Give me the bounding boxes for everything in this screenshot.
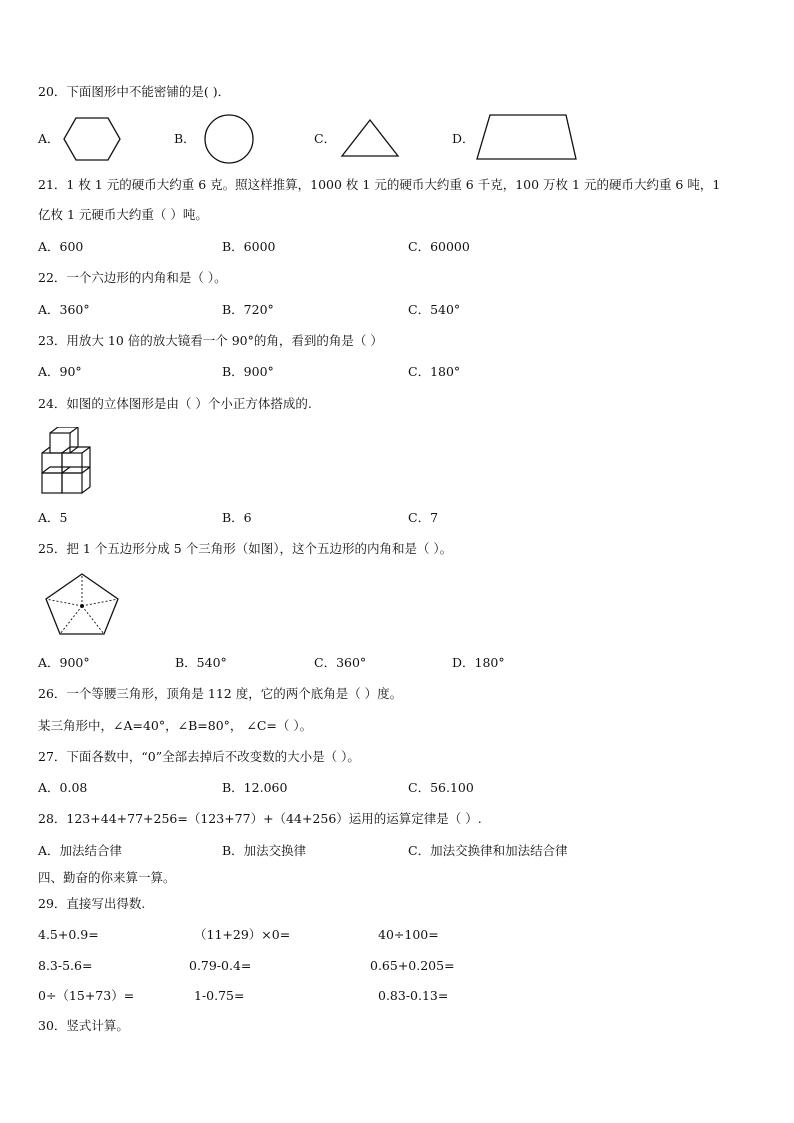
q24-option-c: C．7: [408, 510, 439, 525]
q29-cell: 0.83-0.13=: [378, 988, 449, 1003]
q25-option-a: A．900°: [38, 655, 90, 670]
q20-option-a-label: A．: [38, 131, 60, 146]
q20-option-b-label: B．: [174, 131, 196, 146]
q29-cell: 4.5+0.9=: [38, 927, 99, 942]
q24-option-a: A．5: [38, 510, 68, 525]
q20-option-c-label: C．: [314, 131, 337, 146]
q20-stem: 20．下面图形中不能密铺的是( )．: [38, 84, 231, 99]
q28-option-a: A．加法结合律: [38, 843, 123, 858]
q29-cell: 40÷100=: [378, 927, 439, 942]
section4-heading: 四、勤奋的你来算一算。: [38, 870, 176, 885]
pentagon-figure: [44, 572, 120, 636]
q27-option-b: B．12.060: [222, 780, 288, 795]
q26-stem: 26．一个等腰三角形，顶角是 112 度，它的两个底角是（ ）度。: [38, 686, 403, 701]
q28-option-c: C．加法交换律和加法结合律: [408, 843, 568, 858]
q29-cell: 8.3-5.6=: [38, 958, 93, 973]
q25-option-d: D．180°: [452, 655, 505, 670]
q21-stem-line2: 亿枚 1 元硬币大约重（ ）吨。: [38, 207, 208, 222]
q23-option-c: C．180°: [408, 364, 461, 379]
q28-stem: 28．123+44+77+256=（123+77）+（44+256）运用的运算定律是（ ）.: [38, 811, 482, 826]
q29-cell: 0.79-0.4=: [189, 958, 252, 973]
q30-stem: 30．竖式计算。: [38, 1018, 129, 1033]
q21-stem-line1: 21．1 枚 1 元的硬币大约重 6 克。照这样推算，1000 枚 1 元的硬币大约重 6 千克，100 万枚 1 元的硬币大约重 6 吨，1: [38, 177, 721, 192]
q27-option-c: C．56.100: [408, 780, 474, 795]
q29-cell: 1-0.75=: [194, 988, 245, 1003]
q27-option-a: A．0.08: [38, 780, 88, 795]
q23-option-b: B．900°: [222, 364, 274, 379]
q25-option-c: C．360°: [314, 655, 367, 670]
q23-option-a: A．90°: [38, 364, 82, 379]
q28-option-b: B．加法交换律: [222, 843, 307, 858]
q20-option-d-label: D．: [452, 131, 475, 146]
q22-option-b: B．720°: [222, 302, 274, 317]
q21-option-b: B．6000: [222, 239, 276, 254]
trapezoid-icon: [474, 112, 580, 162]
q29-cell: （11+29）×0=: [194, 927, 291, 942]
q29-stem: 29．直接写出得数.: [38, 896, 146, 911]
q21-option-c: C．60000: [408, 239, 470, 254]
circle-icon: [203, 113, 255, 165]
q25-option-b: B．540°: [175, 655, 227, 670]
stacked-cubes-figure: [40, 427, 94, 495]
hexagon-icon: [62, 116, 122, 162]
q22-stem: 22．一个六边形的内角和是（ ）。: [38, 270, 227, 285]
q22-option-a: A．360°: [38, 302, 90, 317]
q26-extra: 某三角形中，∠A=40°，∠B=80°， ∠C=（ ）。: [38, 718, 313, 733]
q24-stem: 24．如图的立体图形是由（ ）个小正方体搭成的.: [38, 396, 312, 411]
triangle-icon: [340, 118, 400, 158]
q24-option-b: B．6: [222, 510, 252, 525]
q27-stem: 27．下面各数中，“0”全部去掉后不改变数的大小是（ ）。: [38, 749, 360, 764]
q29-cell: 0.65+0.205=: [370, 958, 455, 973]
q25-stem: 25．把 1 个五边形分成 5 个三角形（如图），这个五边形的内角和是（ ）。: [38, 541, 453, 556]
q29-cell: 0÷（15+73）=: [38, 988, 135, 1003]
q21-option-a: A．600: [38, 239, 84, 254]
q23-stem: 23．用放大 10 倍的放大镜看一个 90°的角，看到的角是（ ）: [38, 333, 383, 348]
q22-option-c: C．540°: [408, 302, 461, 317]
